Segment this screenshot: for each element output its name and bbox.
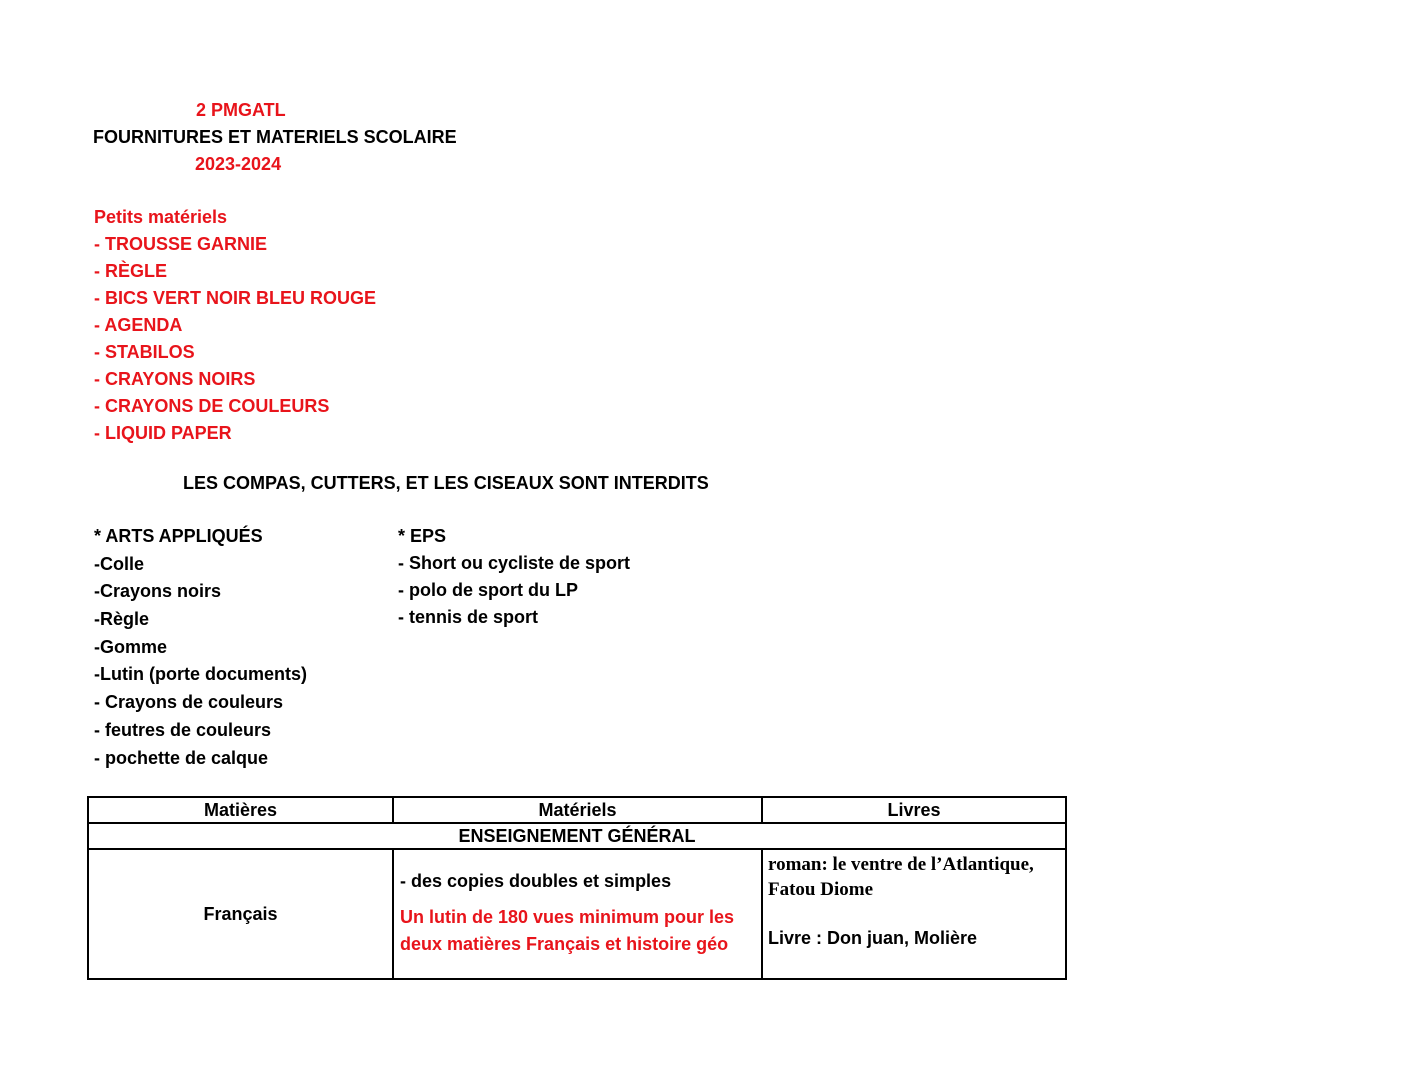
list-item: - Crayons de couleurs — [94, 692, 284, 713]
list-item: -Règle — [94, 609, 150, 630]
list-item: -Gomme — [94, 636, 168, 657]
livre-item: Livre : Don juan, Molière — [768, 928, 978, 948]
list-item: - CRAYONS NOIRS — [94, 369, 256, 389]
column-header-livres: Livres — [762, 797, 1066, 823]
school-year: 2023-2024 — [195, 154, 282, 174]
materiels-cell — [393, 849, 762, 979]
materiel-item: - des copies doubles et simples — [400, 870, 672, 891]
list-item: - CRAYONS DE COULEURS — [94, 396, 330, 416]
matiere-cell: Français — [88, 849, 393, 979]
petits-materiels-list — [94, 204, 376, 447]
list-item: - TROUSSE GARNIE — [94, 234, 268, 254]
supplies-table — [87, 796, 1067, 980]
list-item: - LIQUID PAPER — [94, 423, 232, 443]
arts-appliques-heading: * ARTS APPLIQUÉS — [94, 526, 263, 546]
materiel-item: Un lutin de 180 vues minimum pour les deux matières Français et histoire géo — [400, 906, 735, 954]
eps-heading: * EPS — [398, 526, 447, 546]
list-item: - RÈGLE — [94, 261, 168, 281]
petits-materiels-heading: Petits matériels — [94, 207, 228, 227]
table-row — [88, 849, 1066, 979]
table-section-row — [88, 823, 1066, 849]
list-item: - STABILOS — [94, 342, 195, 362]
list-item: - BICS VERT NOIR BLEU ROUGE — [94, 288, 377, 308]
list-item: -Lutin (porte documents) — [94, 664, 307, 685]
list-item: - feutres de couleurs — [94, 719, 272, 740]
arts-appliques-list — [94, 523, 307, 772]
section-enseignement-general: ENSEIGNEMENT GÉNÉRAL — [88, 823, 1066, 849]
list-item: - AGENDA — [94, 315, 183, 335]
document-title: FOURNITURES ET MATERIELS SCOLAIRE — [93, 127, 457, 147]
list-item: -Crayons noirs — [94, 581, 222, 602]
livre-item: roman: le ventre de l’Atlantique, Fatou Diome — [768, 854, 1034, 900]
list-item: -Colle — [94, 553, 145, 574]
list-item: - tennis de sport — [398, 607, 539, 627]
list-item: - pochette de calque — [94, 747, 269, 768]
eps-list — [398, 523, 630, 631]
column-header-matieres: Matières — [88, 797, 393, 823]
forbidden-items-notice: LES COMPAS, CUTTERS, ET LES CISEAUX SONT INTERDITS — [183, 473, 709, 493]
list-item: - Short ou cycliste de sport — [398, 553, 631, 573]
table-header-row — [88, 797, 1066, 823]
livres-cell — [762, 849, 1066, 979]
list-item: - polo de sport du LP — [398, 580, 578, 600]
class-code: 2 PMGATL — [196, 100, 286, 120]
column-header-materiels: Matériels — [393, 797, 762, 823]
